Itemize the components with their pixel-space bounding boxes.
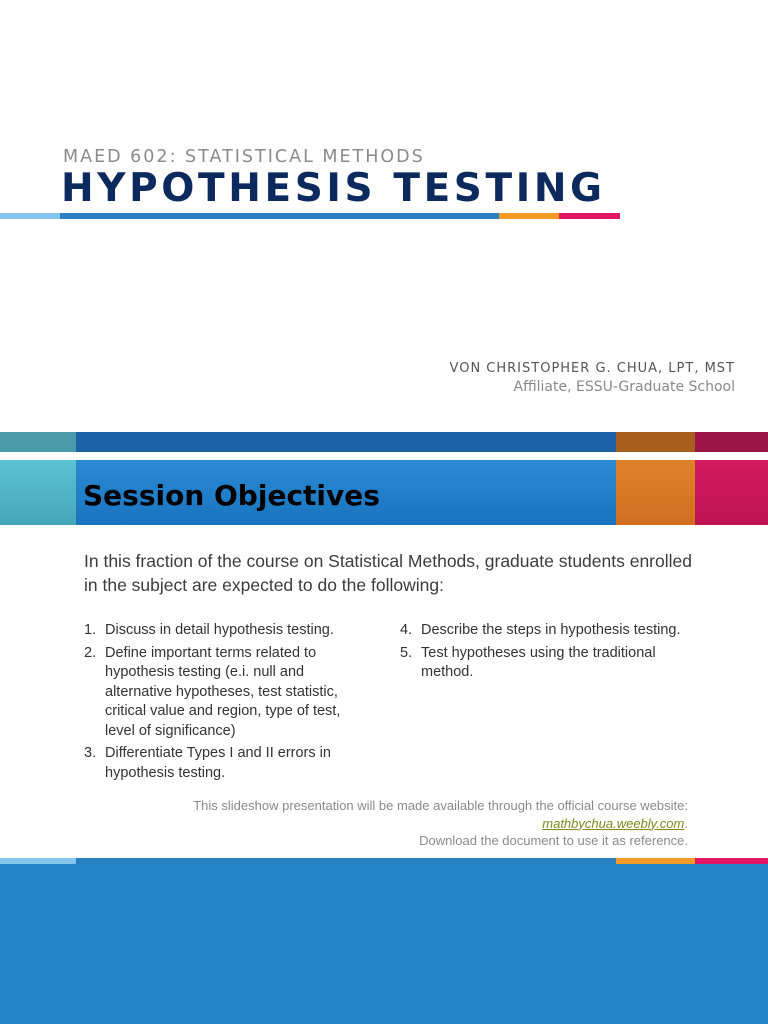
author-name: VON CHRISTOPHER G. CHUA, LPT, MST [449,361,735,376]
header-band-crimson [695,460,768,525]
next-slide-background [0,864,768,1024]
header-band-orange [616,460,695,525]
objective-text: Discuss in detail hypothesis testing. [105,622,334,638]
top-strip-teal [0,432,76,452]
title-slide [0,0,768,432]
course-website-link[interactable]: mathbychua.weebly.com [542,815,685,831]
objectives-list-right [400,621,690,686]
course-code: MAED 602: STATISTICAL METHODS [63,147,425,167]
objectives-slide [0,432,768,864]
objective-text: Define important terms related to hypothesis testing (e.i. null and alternative hypotheses, test statistic, critical value and region, type of test, level of significance) [105,644,341,739]
objective-text: Test hypotheses using the traditional method. [421,644,656,680]
list-item: 5. Test hypotheses using the traditional method. [400,644,656,680]
list-item: 1. Discuss in detail hypothesis testing. [84,622,334,638]
title-underline-blue [60,213,499,219]
title-underline-pink [559,213,620,219]
note-line: Download the document to use it as reference. [419,833,688,848]
presentation-title: HYPOTHESIS TESTING [61,166,606,211]
title-underline-orange [499,213,559,219]
list-item: 2. Define important terms related to hypothesis testing (e.i. null and alternative hypotheses, test statistic, critical value and region, type of test, level of significance) [84,644,341,739]
objective-text: Describe the steps in hypothesis testing. [421,622,681,638]
objective-text: Differentiate Types I and II errors in hypothesis testing. [105,745,331,781]
intro-paragraph: In this fraction of the course on Statistical Methods, graduate students enrolled in the subject are expected to do the following: [84,551,692,595]
top-strip-blue [76,432,616,452]
top-strip-orange [616,432,695,452]
availability-note: This slideshow presentation will be made available through the official course website: mathbychua.weebly.com. Download the document to use it as reference. [193,798,688,848]
header-band-teal [0,460,76,525]
top-strip-crimson [695,432,768,452]
note-line: This slideshow presentation will be made available through the official course website: [193,798,688,813]
objectives-list-left [84,621,369,786]
slide-heading: Session Objectives [83,479,380,512]
list-item: 4. Describe the steps in hypothesis testing. [400,622,681,638]
list-item: 3. Differentiate Types I and II errors in hypothesis testing. [84,745,331,781]
author-affiliation: Affiliate, ESSU-Graduate School [513,379,735,395]
title-underline-light-blue [0,213,60,219]
